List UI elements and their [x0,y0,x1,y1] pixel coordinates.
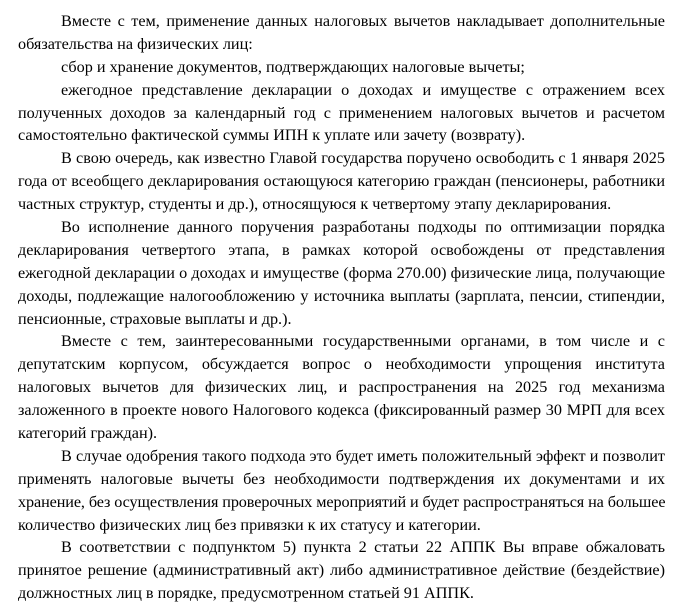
paragraph [18,216,665,330]
text-line: ежегодное представление декларации о доходах и имуществе с отражением всех [61,80,665,99]
paragraph [18,147,665,216]
paragraph [18,536,665,605]
text-line: хранение, без осуществления проверочных мероприятий и будет распространяться на большее [18,492,666,511]
text-line: налоговых вычетов для физических лиц, и распространения на 2025 год механизма [18,378,665,397]
text-line: Во исполнение данного поручения разработаны подходы по оптимизации порядка [61,218,665,237]
text-line: заложенного в проекте нового Налогового кодекса (фиксированный размер 30 МРП для всех [18,401,665,420]
text-line: обязательства на физических лиц: [18,34,253,53]
paragraph [18,445,665,537]
text-line: ежегодной декларации о доходах и имуществе (форма 270.00) физические лица, получающие [18,263,665,282]
paragraph [18,79,665,148]
text-line: полученных доходов за календарный год с применением налоговых вычетов и расчетом [18,103,665,122]
text-line: самостоятельно фактической суммы ИПН к уплате или зачету (возврату). [18,126,526,145]
paragraph [18,56,665,79]
text-line: декларирования четвертого этапа, в рамках которой освобождены от представления [18,240,665,259]
text-line: применять налоговые вычеты без необходимости подтверждения их документами и их [18,469,665,488]
text-line: количество физических лиц без привязки к их статусу и категории. [18,515,481,534]
paragraph [18,330,665,444]
text-line: В соответствии с подпунктом 5) пункта 2 статьи 22 АППК Вы вправе обжаловать [61,538,665,557]
text-line: категорий граждан). [18,424,158,443]
text-line: В свою очередь, как известно Главой государства поручено освободить с 1 января 2025 [61,149,665,168]
text-line: принятое решение (административный акт) либо административное действие (бездействие) [18,561,665,580]
text-line: Вместе с тем, заинтересованными государственными органами, в том числе и с [61,332,665,351]
text-line: доходы, подлежащие налогообложению у источника выплаты (зарплата, пенсии, стипендии, [18,286,665,305]
text-line: В случае одобрения такого подхода это будет иметь положительный эффект и позволит [61,446,665,465]
document-body [18,10,665,605]
text-line: депутатским корпусом, обсуждается вопрос о необходимости упрощения института [18,355,665,374]
text-line: Вместе с тем, применение данных налоговых вычетов накладывает дополнительные [61,12,665,30]
text-line: частных структур, студенты и др.), относящуюся к четвертому этапу декларирования. [18,195,612,214]
paragraph [18,10,665,56]
text-line: должностных лиц в порядке, предусмотренном статьей 91 АППК. [18,584,474,603]
text-line: пенсионные, страховые выплаты и др.). [18,309,292,328]
text-line: сбор и хранение документов, подтверждающих налоговые вычеты; [61,57,525,76]
text-line: года от всеобщего декларирования остающуюся категорию граждан (пенсионеры, работники [18,172,665,191]
